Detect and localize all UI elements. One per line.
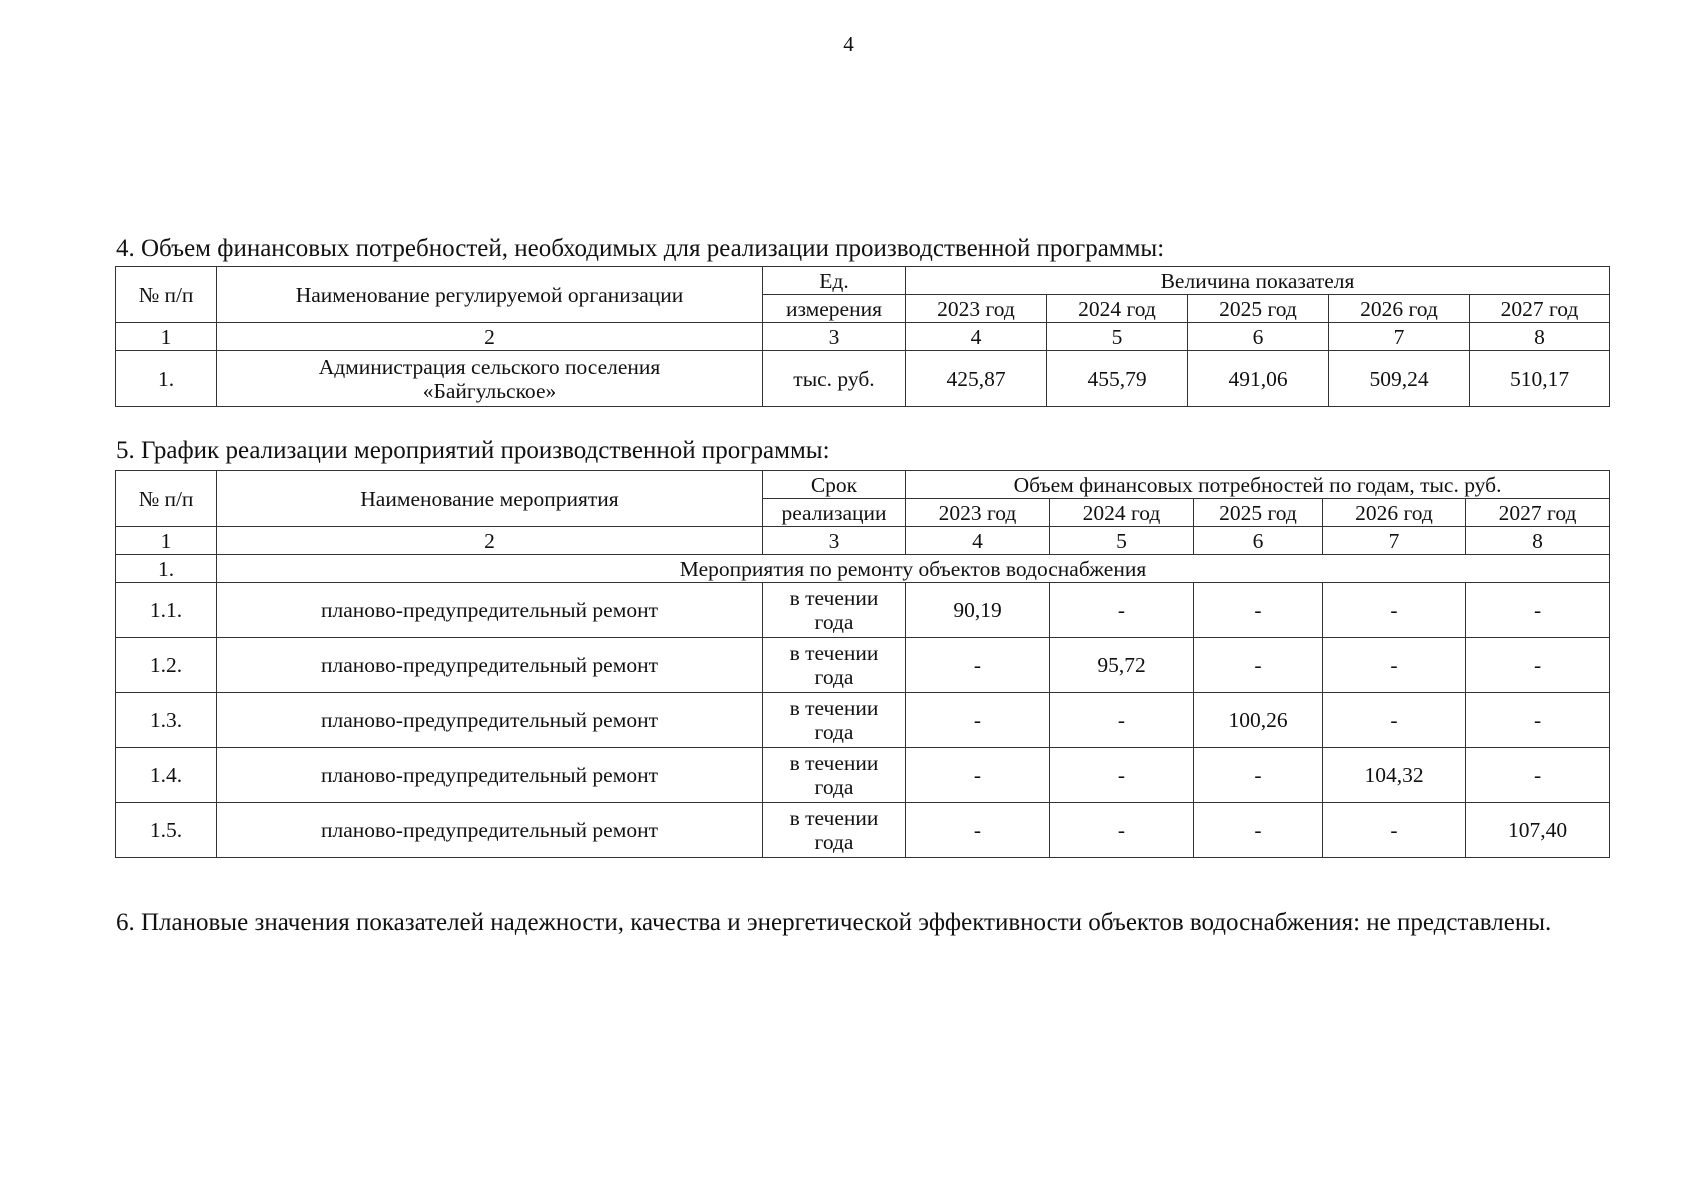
value-cell: 95,72 bbox=[1050, 638, 1194, 693]
header-num: № п/п bbox=[116, 471, 217, 527]
header-financial-group: Объем финансовых потребностей по годам, тыс. руб. bbox=[906, 471, 1610, 499]
value-cell: - bbox=[1466, 638, 1610, 693]
header-term-line2: реализации bbox=[763, 499, 906, 527]
column-number: 3 bbox=[763, 527, 906, 555]
activity-name: планово-предупредительный ремонт bbox=[217, 803, 763, 858]
column-number: 2 bbox=[217, 323, 763, 351]
table-row bbox=[116, 748, 1610, 803]
header-year: 2024 год bbox=[1047, 295, 1188, 323]
row-num: 1.5. bbox=[116, 803, 217, 858]
value-cell: 107,40 bbox=[1466, 803, 1610, 858]
value-cell: - bbox=[1323, 583, 1466, 638]
header-organization: Наименование регулируемой организации bbox=[217, 267, 763, 323]
column-number: 6 bbox=[1188, 323, 1329, 351]
value-cell: - bbox=[1194, 748, 1323, 803]
header-num: № п/п bbox=[116, 267, 217, 323]
term-cell bbox=[763, 693, 906, 748]
table-row bbox=[116, 583, 1610, 638]
column-number: 6 bbox=[1194, 527, 1323, 555]
row-num: 1. bbox=[116, 351, 217, 407]
group-num: 1. bbox=[116, 555, 217, 583]
organization-name-line1: Администрация сельского поселения bbox=[318, 354, 661, 379]
term-line1: в течении bbox=[789, 586, 879, 610]
value-cell: 509,24 bbox=[1329, 351, 1470, 407]
value-cell: - bbox=[1466, 693, 1610, 748]
section-6-paragraph: 6. Плановые значения показателей надежности, качества и энергетической эффективности объектов водоснабжения: не представлены. bbox=[116, 909, 1552, 936]
value-cell: 100,26 bbox=[1194, 693, 1323, 748]
financial-needs-table bbox=[115, 266, 1610, 407]
value-cell: - bbox=[1194, 583, 1323, 638]
table-row bbox=[116, 693, 1610, 748]
activity-name: планово-предупредительный ремонт bbox=[217, 638, 763, 693]
header-activity: Наименование мероприятия bbox=[217, 471, 763, 527]
term-line1: в течении bbox=[789, 806, 879, 830]
value-cell: - bbox=[1323, 803, 1466, 858]
column-number: 8 bbox=[1470, 323, 1610, 351]
header-unit-line1: Ед. bbox=[763, 267, 906, 295]
schedule-table bbox=[115, 470, 1610, 858]
value-cell: 455,79 bbox=[1047, 351, 1188, 407]
value-cell: 425,87 bbox=[906, 351, 1047, 407]
organization-name bbox=[217, 351, 763, 407]
header-unit-line2: измерения bbox=[763, 295, 906, 323]
term-line1: в течении bbox=[789, 641, 879, 665]
header-year: 2025 год bbox=[1194, 499, 1323, 527]
term-cell bbox=[763, 803, 906, 858]
section-4-heading: 4. Объем финансовых потребностей, необходимых для реализации производственной программы: bbox=[116, 235, 1165, 262]
page-number: 4 bbox=[843, 32, 854, 56]
value-cell: - bbox=[906, 748, 1050, 803]
header-row bbox=[116, 267, 1610, 295]
term-line2: года bbox=[814, 610, 854, 634]
column-number: 5 bbox=[1047, 323, 1188, 351]
header-year: 2027 год bbox=[1470, 295, 1610, 323]
value-cell: - bbox=[1323, 638, 1466, 693]
term-line1: в течении bbox=[789, 751, 879, 775]
row-num: 1.1. bbox=[116, 583, 217, 638]
table-row bbox=[116, 351, 1610, 407]
group-title: Мероприятия по ремонту объектов водоснабжения bbox=[217, 555, 1610, 583]
column-number: 4 bbox=[906, 323, 1047, 351]
activity-name: планово-предупредительный ремонт bbox=[217, 748, 763, 803]
table-row bbox=[116, 638, 1610, 693]
header-year: 2027 год bbox=[1466, 499, 1610, 527]
term-cell bbox=[763, 638, 906, 693]
column-number-row bbox=[116, 527, 1610, 555]
value-cell: 104,32 bbox=[1323, 748, 1466, 803]
column-number: 3 bbox=[763, 323, 906, 351]
value-cell: - bbox=[906, 693, 1050, 748]
value-cell: 90,19 bbox=[906, 583, 1050, 638]
column-number: 1 bbox=[116, 527, 217, 555]
value-cell: - bbox=[1323, 693, 1466, 748]
term-cell bbox=[763, 748, 906, 803]
header-row bbox=[116, 471, 1610, 499]
header-year: 2023 год bbox=[906, 295, 1047, 323]
term-line2: года bbox=[814, 830, 854, 854]
row-num: 1.4. bbox=[116, 748, 217, 803]
term-cell bbox=[763, 583, 906, 638]
row-num: 1.3. bbox=[116, 693, 217, 748]
group-row bbox=[116, 555, 1610, 583]
organization-name-line2: «Байгульское» bbox=[422, 378, 557, 403]
column-number-row bbox=[116, 323, 1610, 351]
value-cell: - bbox=[906, 803, 1050, 858]
value-cell: - bbox=[1050, 803, 1194, 858]
schedule-rows bbox=[116, 583, 1610, 858]
column-number: 8 bbox=[1466, 527, 1610, 555]
value-cell: - bbox=[1050, 748, 1194, 803]
header-year: 2024 год bbox=[1050, 499, 1194, 527]
term-line2: года bbox=[814, 720, 854, 744]
column-number: 5 bbox=[1050, 527, 1194, 555]
column-number: 4 bbox=[906, 527, 1050, 555]
value-cell: 510,17 bbox=[1470, 351, 1610, 407]
value-cell: - bbox=[1050, 583, 1194, 638]
header-year: 2023 год bbox=[906, 499, 1050, 527]
activity-name: планово-предупредительный ремонт bbox=[217, 583, 763, 638]
header-term-line1: Срок bbox=[763, 471, 906, 499]
value-cell: - bbox=[1466, 583, 1610, 638]
table-row bbox=[116, 803, 1610, 858]
header-indicator-group: Величина показателя bbox=[906, 267, 1610, 295]
column-number: 1 bbox=[116, 323, 217, 351]
section-5-heading: 5. График реализации мероприятий производственной программы: bbox=[116, 437, 830, 464]
value-cell: - bbox=[1050, 693, 1194, 748]
value-cell: 491,06 bbox=[1188, 351, 1329, 407]
value-cell: - bbox=[1194, 638, 1323, 693]
header-year: 2025 год bbox=[1188, 295, 1329, 323]
column-number: 7 bbox=[1323, 527, 1466, 555]
header-year: 2026 год bbox=[1323, 499, 1466, 527]
activity-name: планово-предупредительный ремонт bbox=[217, 693, 763, 748]
column-number: 2 bbox=[217, 527, 763, 555]
row-num: 1.2. bbox=[116, 638, 217, 693]
value-cell: - bbox=[906, 638, 1050, 693]
value-cell: - bbox=[1194, 803, 1323, 858]
term-line2: года bbox=[814, 775, 854, 799]
term-line2: года bbox=[814, 665, 854, 689]
value-cell: - bbox=[1466, 748, 1610, 803]
header-year: 2026 год bbox=[1329, 295, 1470, 323]
unit-cell: тыс. руб. bbox=[763, 351, 906, 407]
column-number: 7 bbox=[1329, 323, 1470, 351]
term-line1: в течении bbox=[789, 696, 879, 720]
